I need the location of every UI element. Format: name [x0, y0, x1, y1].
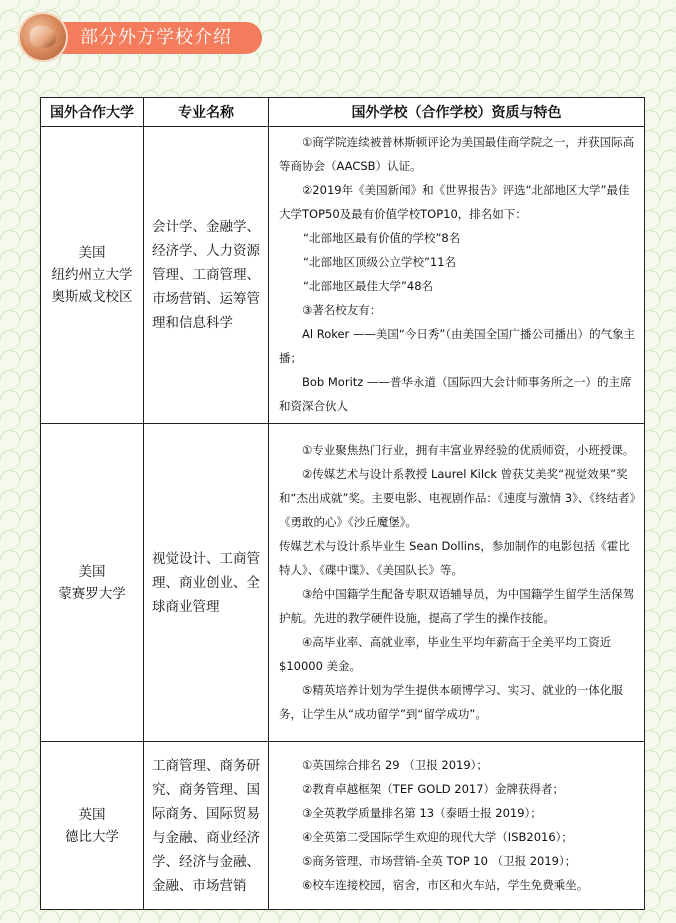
feature-item: ⑤商务管理、市场营销-全英 TOP 10 （卫报 2019）；: [302, 853, 577, 868]
university-cell: [41, 424, 144, 742]
table-header-row: [41, 98, 645, 127]
major-cell: 视觉设计、工商管理、商业创业、全球商业管理: [144, 424, 269, 742]
schools-table: [40, 97, 644, 910]
feature-item: ③给中国籍学生配备专职双语辅导员，为中国籍学生留学生活保驾护航。先进的教学硬件设施，提高了学生的操作技能。: [279, 586, 635, 625]
features-cell: [269, 424, 645, 742]
country-label: 英国: [78, 806, 106, 823]
major-cell: 会计学、金融学、经济学、人力资源管理、工商管理、市场营销、运筹管理和信息科学: [144, 127, 269, 424]
feature-item: ⑥校车连接校园，宿舍，市区和火车站，学生免费乘坐。: [302, 877, 589, 892]
table-row: [41, 742, 645, 910]
feature-item: Bob Moritz ——普华永道（国际四大会计师事务所之一）的主席和资深合伙人: [279, 375, 632, 413]
feature-item: ①商学院连续被普林斯顿评论为美国最佳商学院之一，并获国际高等商协会（AACSB）认证。: [279, 135, 635, 173]
feature-item: ③著名校友有：: [302, 303, 382, 317]
header-features: 国外学校（合作学校）资质与特色: [269, 98, 645, 127]
feature-item: “北部地区最佳大学”48名: [303, 279, 434, 293]
feature-item: “北部地区顶级公立学校”11名: [303, 255, 457, 269]
table-row: [41, 424, 645, 742]
feature-item: “北部地区最有价值的学校”8名: [303, 231, 461, 245]
feature-item: ④高毕业率、高就业率，毕业生平均年薪高于全美平均工资近$10000 美金。: [279, 634, 612, 673]
university-name-line: 德比大学: [65, 828, 119, 845]
features-cell: [269, 127, 645, 424]
university-name-line: 蒙赛罗大学: [58, 585, 126, 602]
feature-item: ②传媒艺术与设计系教授 Laurel Kilck 曾获艾美奖“视觉效果”奖和“杰出成就”奖。主要电影、电视剧作品：《速度与激情 3》、《终结者》《勇敢的心》《沙丘魔堡》。: [279, 466, 636, 529]
university-cell: [41, 127, 144, 424]
section-header: [18, 12, 258, 62]
university-cell: [41, 742, 144, 910]
feature-item: ④全英第二受国际学生欢迎的现代大学（ISB2016）；: [302, 829, 573, 844]
feature-item: ⑤精英培养计划为学生提供本硕博学习、实习、就业的一体化服务，让学生从“成功留学”到“留学成功”。: [279, 682, 623, 721]
country-label: 美国: [78, 563, 106, 580]
university-name-line: 奥斯威戈校区: [51, 289, 133, 305]
header-university: 国外合作大学: [41, 98, 144, 127]
major-cell: 工商管理、商务研究、商务管理、国际商务、国际贸易与金融、商业经济学、经济与金融、金融、市场营销: [144, 742, 269, 910]
features-cell: [269, 742, 645, 910]
table-row: [41, 127, 645, 424]
feature-item: Al Roker ——美国“今日秀”（由美国全国广播公司播出）的气象主播；: [279, 327, 636, 365]
header-decor-image: [18, 12, 68, 62]
feature-item: ②2019年《美国新闻》和《世界报告》评选“北部地区大学”最佳大学TOP50及最有价值学校TOP10，排名如下：: [279, 183, 630, 221]
feature-item: 传媒艺术与设计系毕业生 Sean Dollins，参加制作的电影包括《霍比特人》、《碟中谍》、《美国队长》等。: [279, 538, 630, 577]
university-name-line: 纽约州立大学: [51, 267, 133, 283]
feature-item: ③全英教学质量排名第 13（泰晤士报 2019）；: [302, 805, 542, 820]
feature-item: ①英国综合排名 29 （卫报 2019）；: [302, 757, 488, 772]
feature-item: ①专业聚焦热门行业，拥有丰富业界经验的优质师资，小班授课。: [302, 442, 635, 457]
feature-item: ②教育卓越框架（TEF GOLD 2017）金牌获得者；: [302, 781, 565, 796]
country-label: 美国: [78, 245, 106, 261]
section-title: 部分外方学校介绍: [48, 22, 262, 54]
header-major: 专业名称: [144, 98, 269, 127]
